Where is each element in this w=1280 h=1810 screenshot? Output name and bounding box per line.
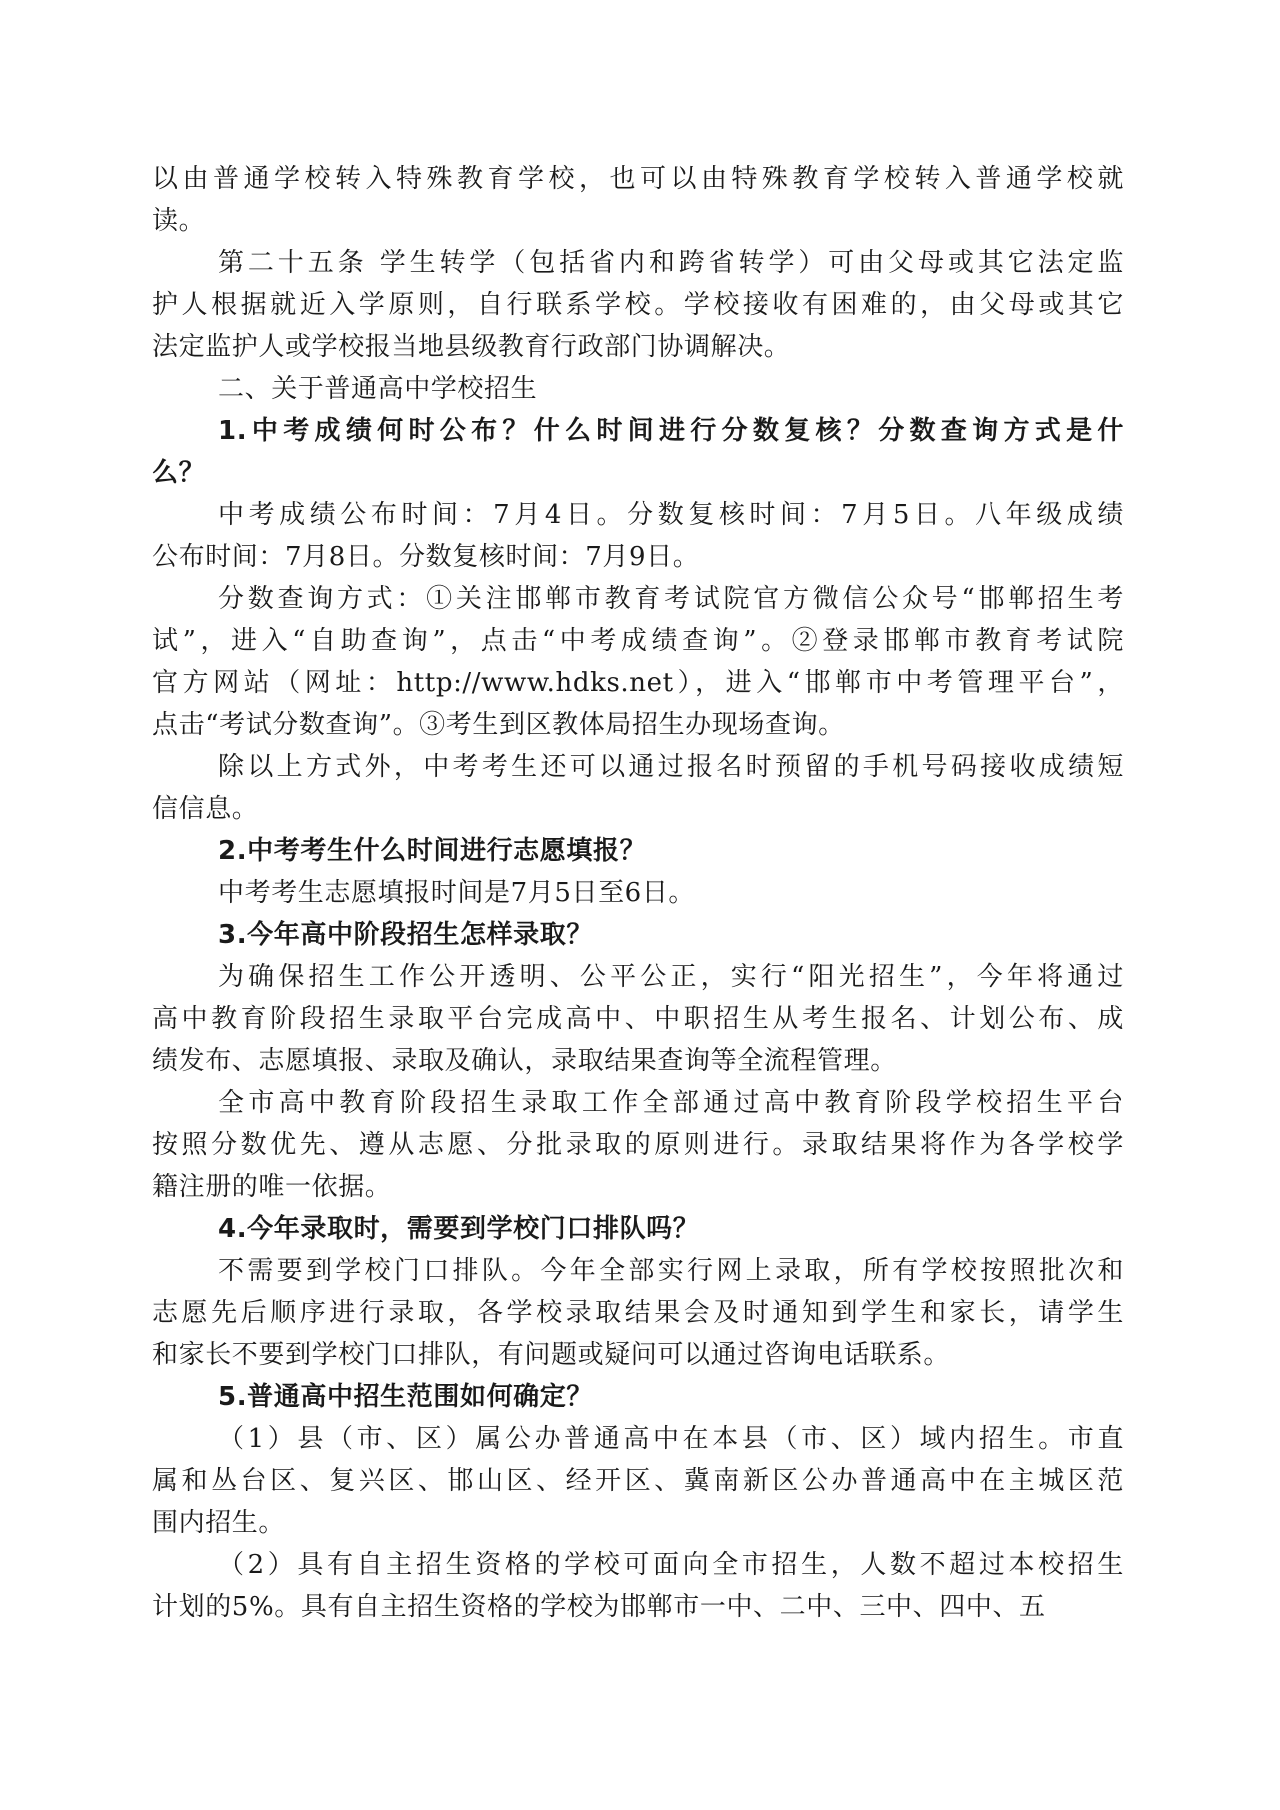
question-line: 5.普通高中招生范围如何确定？ bbox=[218, 1382, 593, 1412]
text-line: 分数查询方式：①关注邯郸市教育考试院官方微信公众号“邯郸招生考 bbox=[218, 584, 1124, 614]
body-paragraph bbox=[152, 746, 1124, 830]
text-line: 护人根据就近入学原则，自行联系学校。学校接收有困难的，由父母或其它 bbox=[152, 290, 1124, 320]
body-paragraph bbox=[152, 242, 1124, 368]
body-paragraph bbox=[152, 494, 1124, 578]
body-paragraph bbox=[152, 872, 1124, 914]
section-heading: 二、关于普通高中学校招生 bbox=[218, 374, 538, 404]
body-paragraph bbox=[152, 578, 1124, 746]
text-line: （1）县（市、区）属公办普通高中在本县（市、区）域内招生。市直 bbox=[218, 1424, 1124, 1454]
text-line: 中考考生志愿填报时间是7月5日至6日。 bbox=[218, 878, 696, 908]
text-line: 不需要到学校门口排队。今年全部实行网上录取，所有学校按照批次和 bbox=[218, 1256, 1124, 1286]
text-line: 高中教育阶段招生录取平台完成高中、中职招生从考生报名、计划公布、成 bbox=[152, 1004, 1124, 1034]
body-paragraph bbox=[152, 1082, 1124, 1208]
text-line: 读。 bbox=[152, 206, 206, 236]
text-line: 官方网站（网址：http://www.hdks.net），进入“邯郸市中考管理平台”， bbox=[152, 668, 1124, 698]
question-line: 4.今年录取时，需要到学校门口排队吗？ bbox=[218, 1214, 700, 1244]
text-line: 法定监护人或学校报当地县级教育行政部门协调解决。 bbox=[152, 332, 791, 362]
text-line: 全市高中教育阶段招生录取工作全部通过高中教育阶段学校招生平台 bbox=[218, 1088, 1124, 1118]
text-line: 计划的5%。具有自主招生资格的学校为邯郸市一中、二中、三中、四中、五 bbox=[152, 1592, 1046, 1622]
text-line: 围内招生。 bbox=[152, 1508, 286, 1538]
body-paragraph bbox=[152, 956, 1124, 1082]
text-line: （2）具有自主招生资格的学校可面向全市招生，人数不超过本校招生 bbox=[218, 1550, 1124, 1580]
question-line: 3.今年高中阶段招生怎样录取？ bbox=[218, 920, 593, 950]
body-paragraph bbox=[152, 158, 1124, 242]
body-paragraph bbox=[152, 1250, 1124, 1376]
text-line: 中考成绩公布时间：7月4日。分数复核时间：7月5日。八年级成绩 bbox=[218, 500, 1124, 530]
text-line: 以由普通学校转入特殊教育学校，也可以由特殊教育学校转入普通学校就 bbox=[152, 164, 1124, 194]
question-line: 1.中考成绩何时公布？什么时间进行分数复核？分数查询方式是什 bbox=[218, 416, 1124, 446]
question-paragraph bbox=[152, 1376, 1124, 1418]
text-line: 志愿先后顺序进行录取，各学校录取结果会及时通知到学生和家长，请学生 bbox=[152, 1298, 1124, 1328]
text-line: 和家长不要到学校门口排队，有问题或疑问可以通过咨询电话联系。 bbox=[152, 1340, 951, 1370]
question-line: 么？ bbox=[152, 458, 206, 488]
text-line: 籍注册的唯一依据。 bbox=[152, 1172, 392, 1202]
question-paragraph bbox=[152, 830, 1124, 872]
text-line: 信信息。 bbox=[152, 794, 259, 824]
text-line: 绩发布、志愿填报、录取及确认，录取结果查询等全流程管理。 bbox=[152, 1046, 897, 1076]
text-line: 公布时间：7月8日。分数复核时间：7月9日。 bbox=[152, 542, 700, 572]
text-line: 试”，进入“自助查询”，点击“中考成绩查询”。②登录邯郸市教育考试院 bbox=[152, 626, 1124, 656]
text-line: 按照分数优先、遵从志愿、分批录取的原则进行。录取结果将作为各学校学 bbox=[152, 1130, 1124, 1160]
body-paragraph bbox=[152, 1418, 1124, 1544]
question-paragraph bbox=[152, 1208, 1124, 1250]
document-body bbox=[152, 158, 1124, 1628]
question-paragraph bbox=[152, 914, 1124, 956]
text-line: 第二十五条 学生转学（包括省内和跨省转学）可由父母或其它法定监 bbox=[218, 248, 1124, 278]
body-paragraph bbox=[152, 1544, 1124, 1628]
text-line: 点击“考试分数查询”。③考生到区教体局招生办现场查询。 bbox=[152, 710, 845, 740]
text-line: 为确保招生工作公开透明、公平公正，实行“阳光招生”，今年将通过 bbox=[218, 962, 1124, 992]
question-line: 2.中考考生什么时间进行志愿填报？ bbox=[218, 836, 647, 866]
question-paragraph bbox=[152, 410, 1124, 494]
text-line: 除以上方式外，中考考生还可以通过报名时预留的手机号码接收成绩短 bbox=[218, 752, 1124, 782]
text-line: 属和丛台区、复兴区、邯山区、经开区、冀南新区公办普通高中在主城区范 bbox=[152, 1466, 1124, 1496]
section-heading-paragraph bbox=[152, 368, 1124, 410]
